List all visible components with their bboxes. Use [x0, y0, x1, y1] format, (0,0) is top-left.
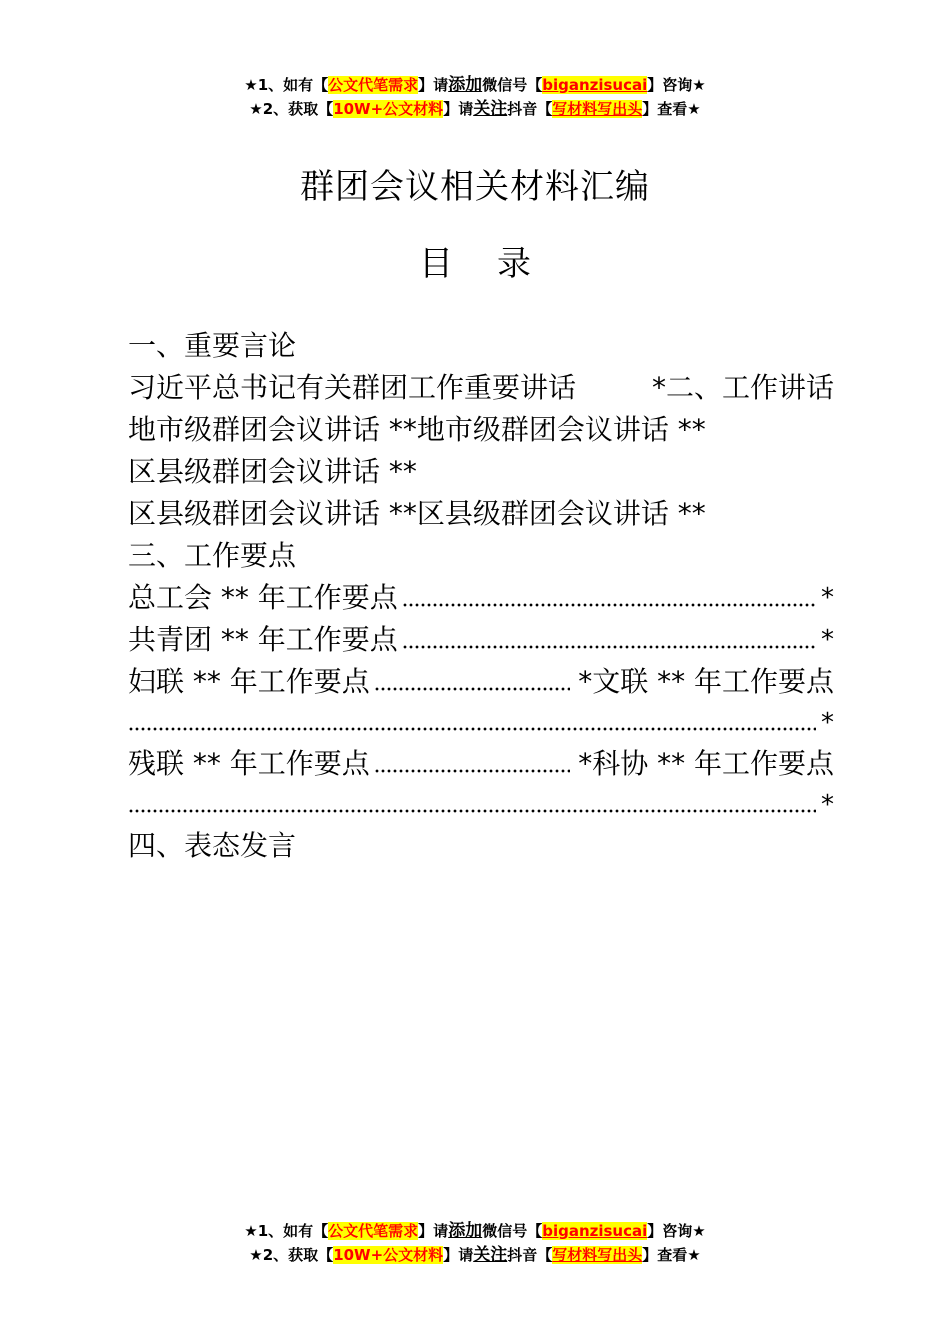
toc-item-8: 残联 ** 年工作要点 *科协 ** 年工作要点 — [128, 747, 834, 780]
toc-item-1: 习近平总书记有关群团工作重要讲话 *二、工作讲话 — [128, 371, 834, 404]
toc-section-4: 四、表态发言 — [128, 829, 297, 862]
highlight-materials: 10W+公文材料 — [333, 1246, 444, 1264]
toc-heading: 目 录 — [419, 244, 531, 284]
toc-item-8-dots: * — [128, 785, 834, 825]
toc-item-6: 共青团 ** 年工作要点 * — [128, 623, 834, 656]
header-banner — [0, 73, 950, 121]
leader-dots — [402, 645, 816, 649]
highlight-materials: 10W+公文材料 — [333, 100, 444, 118]
toc-item-4: 区县级群团会议讲话 **区县级群团会议讲话 ** — [128, 497, 706, 530]
highlight-ghostwriting: 公文代笔需求 — [328, 76, 419, 94]
banner-line-1: ★1、如有【公文代笔需求】请添加微信号【biganzisucai】咨询★ — [244, 75, 706, 95]
toc-item-3: 区县级群团会议讲话 ** — [128, 455, 417, 488]
table-of-contents — [128, 325, 834, 867]
toc-item-2: 地市级群团会议讲话 **地市级群团会议讲话 ** — [128, 413, 706, 446]
toc-item-7: 妇联 ** 年工作要点 *文联 ** 年工作要点 — [128, 665, 834, 698]
toc-item-7-dots: * — [128, 703, 834, 743]
banner-line-2: ★2、获取【10W+公文材料】请关注抖音【写材料写出头】查看★ — [249, 99, 701, 119]
highlight-wechat-id: biganzisucai — [542, 1222, 648, 1240]
document-title: 群团会议相关材料汇编 — [300, 167, 650, 207]
highlight-douyin-account: 写材料写出头 — [552, 1246, 643, 1264]
banner-line-1: ★1、如有【公文代笔需求】请添加微信号【biganzisucai】咨询★ — [244, 1221, 706, 1241]
banner-line-2: ★2、获取【10W+公文材料】请关注抖音【写材料写出头】查看★ — [249, 1245, 701, 1265]
toc-section-3: 三、工作要点 — [128, 539, 297, 572]
highlight-ghostwriting: 公文代笔需求 — [328, 1222, 419, 1240]
footer-banner — [0, 1219, 950, 1267]
leader-dots — [374, 769, 570, 773]
leader-dots — [374, 687, 570, 691]
leader-dots — [128, 809, 816, 813]
toc-section-1: 一、重要言论 — [128, 329, 297, 362]
highlight-wechat-id: biganzisucai — [542, 76, 648, 94]
toc-item-5: 总工会 ** 年工作要点 * — [128, 581, 834, 614]
highlight-douyin-account: 写材料写出头 — [552, 100, 643, 118]
leader-dots — [128, 727, 816, 731]
leader-dots — [402, 603, 816, 607]
